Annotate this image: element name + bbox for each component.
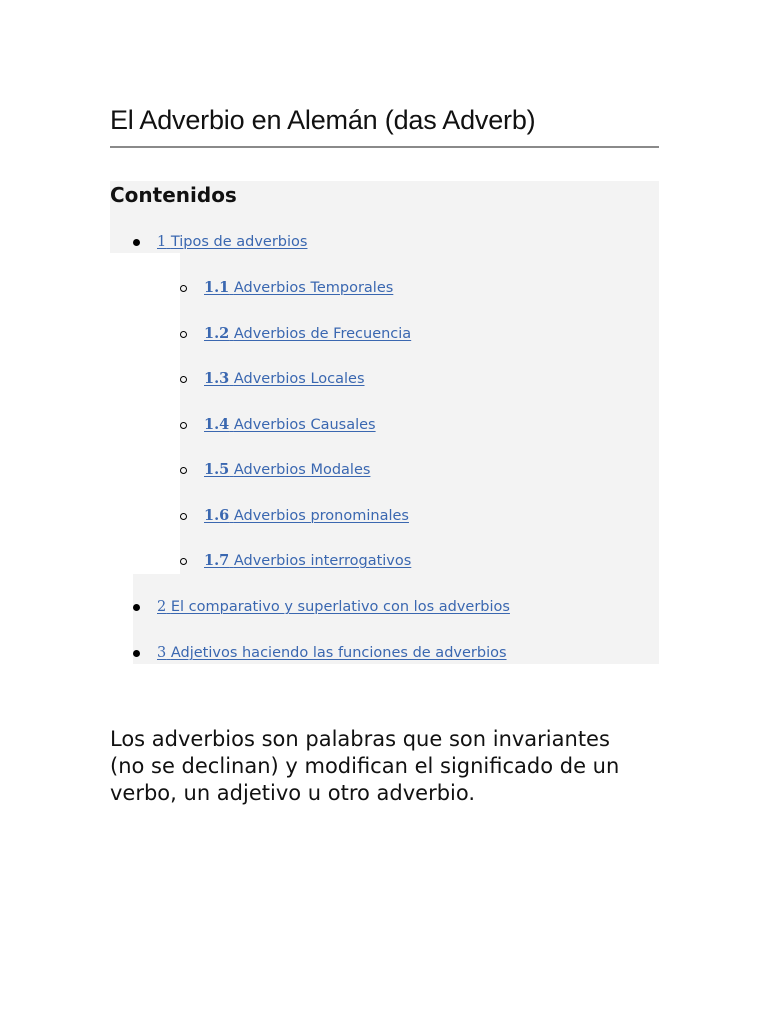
toc-link-adjetivos[interactable]: 3 Adjetivos haciendo las funciones de adverbios <box>157 645 507 661</box>
toc-link-comparativo[interactable]: 2 El comparativo y superlativo con los adverbios <box>157 599 510 615</box>
circle-bullet-icon <box>180 506 187 526</box>
toc-link-tipos[interactable]: 1 Tipos de adverbios <box>157 234 308 250</box>
toc-link-locales[interactable]: 1.3 Adverbios Locales <box>204 370 365 387</box>
circle-bullet-icon <box>180 551 187 571</box>
circle-bullet-icon <box>180 460 187 480</box>
toc-link-pronominales[interactable]: 1.6 Adverbios pronominales <box>204 507 409 524</box>
toc-link-temporales[interactable]: 1.1 Adverbios Temporales <box>204 279 394 296</box>
title-divider <box>110 146 659 148</box>
circle-bullet-icon <box>180 369 187 389</box>
circle-bullet-icon <box>180 278 187 298</box>
circle-bullet-icon <box>180 324 187 344</box>
toc-heading: Contenidos <box>110 183 237 207</box>
circle-bullet-icon <box>180 415 187 435</box>
bullet-icon <box>133 232 140 252</box>
bullet-icon <box>133 597 140 617</box>
toc-link-frecuencia[interactable]: 1.2 Adverbios de Frecuencia <box>204 325 412 342</box>
toc-link-interrogativos[interactable]: 1.7 Adverbios interrogativos <box>204 552 412 569</box>
toc-link-modales[interactable]: 1.5 Adverbios Modales <box>204 461 371 478</box>
intro-paragraph: Los adverbios son palabras que son invariantes (no se declinan) y modifican el significado de un verbo, un adjetivo u otro adverbio. <box>110 727 620 805</box>
toc-link-causales[interactable]: 1.4 Adverbios Causales <box>204 416 376 433</box>
page-title: El Adverbio en Alemán (das Adverb) <box>110 105 536 135</box>
bullet-icon <box>133 643 140 663</box>
